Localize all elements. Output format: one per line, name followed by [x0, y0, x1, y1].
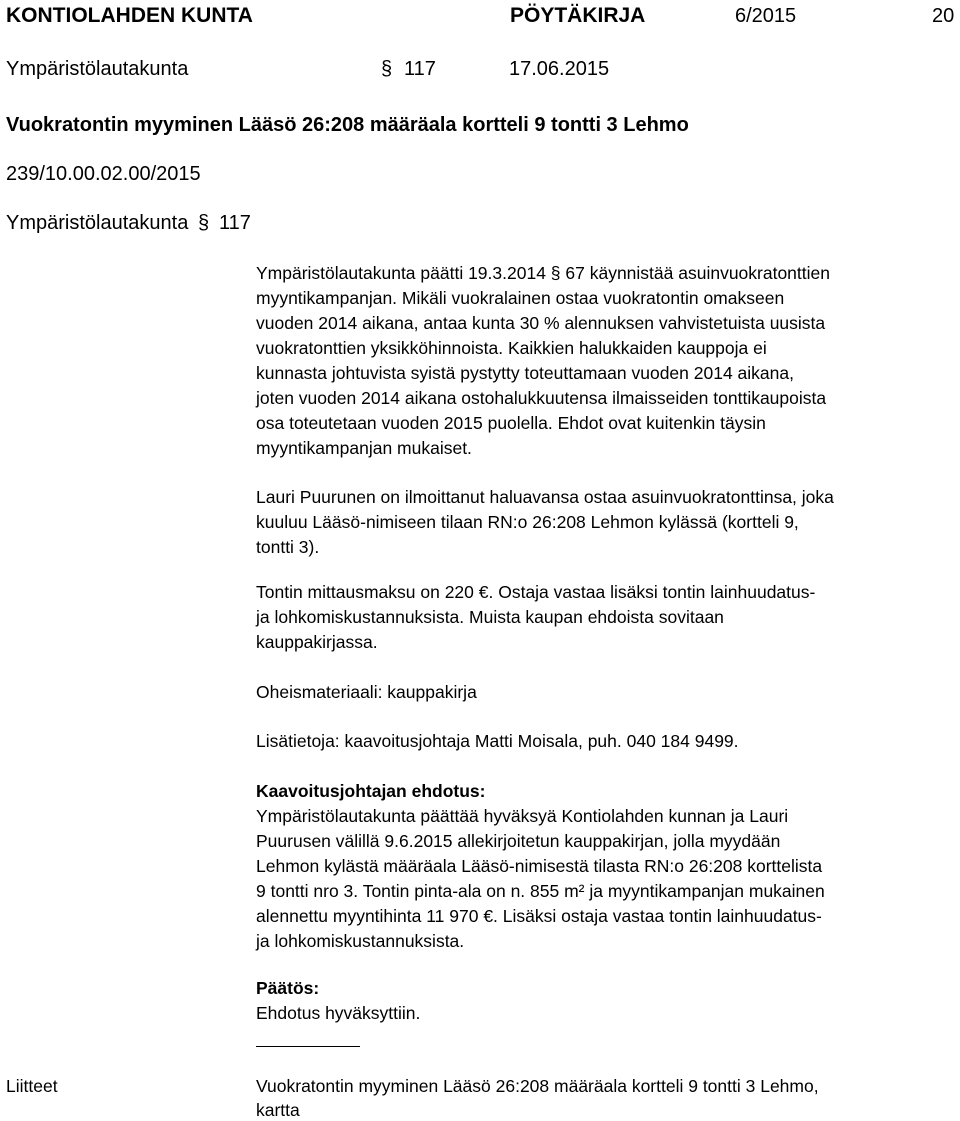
separator-rule — [256, 1046, 360, 1047]
paragraph-2-line: Lauri Puurunen on ilmoittanut haluavansa ostaa asuinvuokratonttinsa, joka — [256, 487, 834, 507]
section-symbol: § — [381, 58, 393, 80]
paragraph-1-line: vuokratonttien yksikköhinnoista. Kaikkien halukkaiden kauppoja ei — [256, 338, 767, 358]
paragraph-1-line: Ympäristölautakunta päätti 19.3.2014 § 67 käynnistää asuinvuokratonttien — [256, 263, 830, 283]
section-number: 117 — [404, 58, 436, 80]
paragraph-1-line: osa toteutetaan vuoden 2015 puolella. Ehdot ovat kuitenkin täysin — [256, 413, 766, 433]
proposal-line: 9 tontti nro 3. Tontin pinta-ala on n. 855 m² ja myyntikampanjan mukainen — [256, 881, 825, 901]
attachments-label: Liitteet — [6, 1076, 58, 1096]
paragraph-1-line: myyntikampanjan mukaiset. — [256, 438, 472, 458]
paragraph-3-line: ja lohkomiskustannuksista. Muista kaupan ehdoista sovitaan — [256, 607, 724, 627]
meeting-date: 17.06.2015 — [509, 58, 610, 80]
paragraph-1-line: myyntikampanjan. Mikäli vuokralainen ostaa vuokratontin omakseen — [256, 288, 785, 308]
paragraph-2-line: kuuluu Lääsö-nimiseen tilaan RN:o 26:208 Lehmon kylässä (kortteli 9, — [256, 512, 799, 532]
document-type: PÖYTÄKIRJA — [510, 4, 646, 27]
page-number: 20 — [932, 5, 955, 27]
contact-info: Lisätietoja: kaavoitusjohtaja Matti Moisala, puh. 040 184 9499. — [256, 731, 739, 751]
attachment-line: Vuokratontin myyminen Lääsö 26:208 määräala kortteli 9 tontti 3 Lehmo, — [256, 1076, 819, 1096]
proposal-line: alennettu myyntihinta 11 970 €. Lisäksi ostaja vastaa tontin lainhuudatus- — [256, 906, 822, 926]
board-name: Ympäristölautakunta — [6, 58, 189, 80]
proposal-heading: Kaavoitusjohtajan ehdotus: — [256, 781, 486, 801]
paragraph-3-line: Tontin mittausmaksu on 220 €. Ostaja vastaa lisäksi tontin lainhuudatus- — [256, 582, 816, 602]
board-reference-symbol: § — [198, 212, 210, 234]
decision-text: Ehdotus hyväksyttiin. — [256, 1003, 421, 1023]
proposal-line: Puurusen välillä 9.6.2015 allekirjoitetun kauppakirjan, jolla myydään — [256, 831, 781, 851]
page-title: Vuokratontin myyminen Lääsö 26:208 määräala kortteli 9 tontti 3 Lehmo — [6, 114, 689, 136]
board-reference: Ympäristölautakunta — [6, 212, 189, 234]
attachment-note: Oheismateriaali: kauppakirja — [256, 682, 477, 702]
document-number: 6/2015 — [735, 5, 797, 27]
paragraph-1-line: joten vuoden 2014 aikana ostohalukkuutensa ilmaisseiden tonttikaupoista — [256, 388, 827, 408]
paragraph-1-line: kunnasta johtuvista syistä pystytty toteuttamaan vuoden 2014 aikana, — [256, 363, 794, 383]
paragraph-3-line: kauppakirjassa. — [256, 632, 378, 652]
proposal-line: ja lohkomiskustannuksista. — [256, 931, 465, 951]
municipality-name: KONTIOLAHDEN KUNTA — [6, 4, 253, 27]
attachment-line: kartta — [256, 1100, 300, 1120]
board-reference-number: 117 — [219, 212, 251, 234]
record-number: 239/10.00.02.00/2015 — [6, 163, 201, 185]
paragraph-2-line: tontti 3). — [256, 537, 320, 557]
proposal-line: Lehmon kylästä määräala Lääsö-nimisestä tilasta RN:o 26:208 korttelista — [256, 856, 823, 876]
proposal-line: Ympäristölautakunta päättää hyväksyä Kontiolahden kunnan ja Lauri — [256, 806, 789, 826]
decision-heading: Päätös: — [256, 978, 320, 998]
paragraph-1-line: vuoden 2014 aikana, antaa kunta 30 % alennuksen vahvistetuista uusista — [256, 313, 826, 333]
